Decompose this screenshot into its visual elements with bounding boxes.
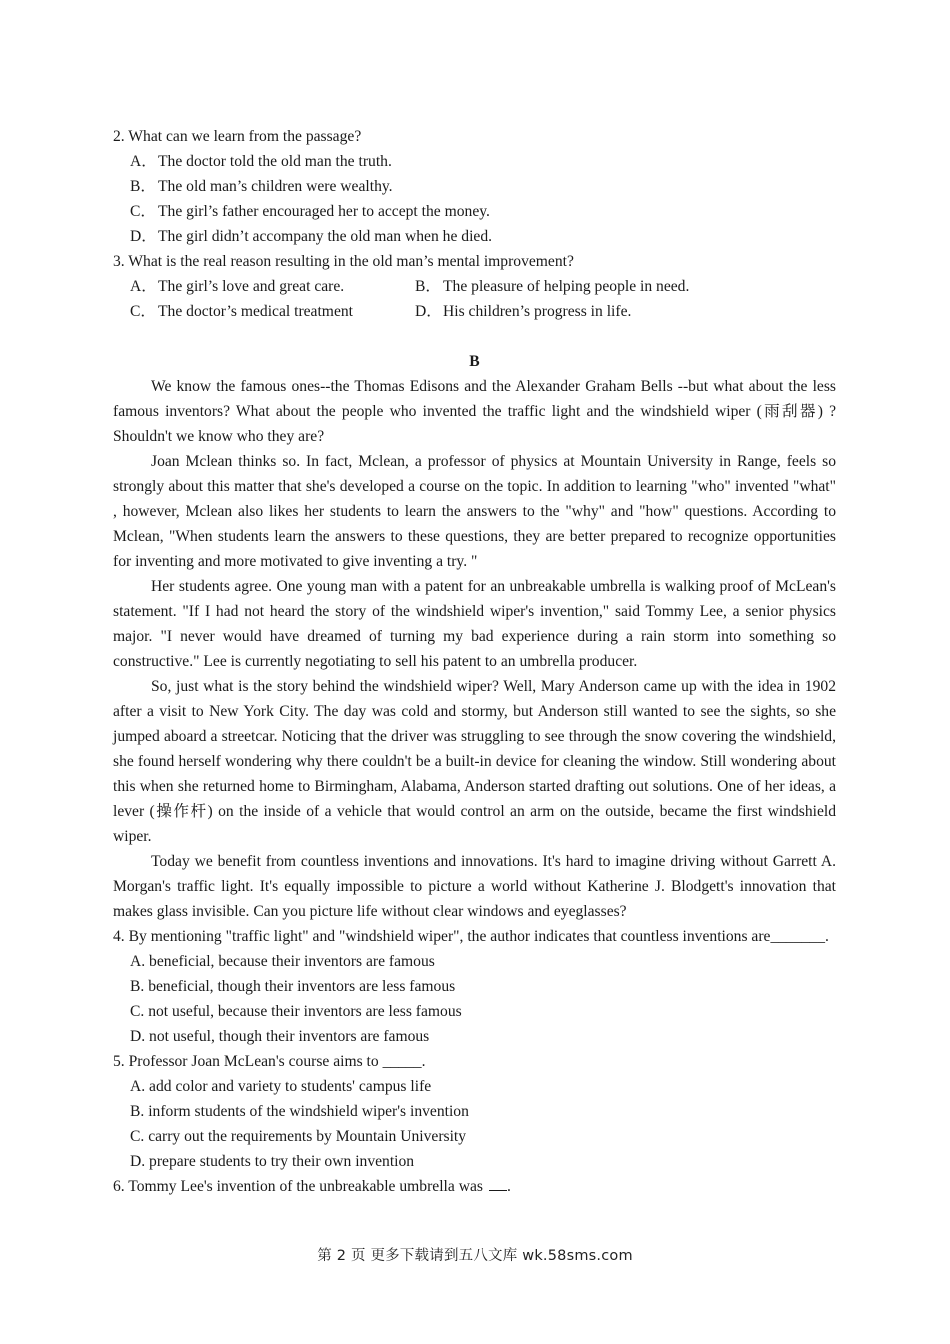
- question-6-stem: [113, 1174, 836, 1199]
- question-5-stem: 5. Professor Joan McLean's course aims to _____.: [113, 1053, 426, 1070]
- passage-paragraph-2: Joan Mclean thinks so. In fact, Mclean, a professor of physics at Mountain University in Range, feels so strongly about this matter that she's developed a course on the topic. In addition to learning "who" invented "what" , however, Mclean also likes her students to learn the answers to the "why" and "how" questions. According to Mclean, "When students learn the answers to these questions, they are better prepared to recognize opportunities for inventing and more motivated to give inventing a try. ": [113, 453, 836, 570]
- option-text: The pleasure of helping people in need.: [443, 278, 690, 295]
- question-3-option-a: [130, 274, 415, 299]
- question-5-option-c: C. carry out the requirements by Mountain University: [130, 1128, 467, 1145]
- option-text: The girl didn’t accompany the old man when he died.: [158, 228, 493, 245]
- option-text: The old man’s children were wealthy.: [158, 178, 393, 195]
- question-4-stem: 4. By mentioning "traffic light" and "windshield wiper", the author indicates that countless inventions are_______.: [113, 928, 829, 945]
- option-text: The doctor’s medical treatment: [158, 303, 353, 320]
- question-3-stem: 3. What is the real reason resulting in the old man’s mental improvement?: [113, 253, 574, 270]
- section-b-title: B: [469, 353, 480, 370]
- option-letter: C．: [130, 303, 156, 320]
- option-letter: B．: [415, 278, 441, 295]
- question-3-options-row-2: [113, 299, 836, 324]
- answer-blank: [489, 1176, 507, 1191]
- question-2: [113, 124, 836, 249]
- question-6-stem-text: 6. Tommy Lee's invention of the unbreakable umbrella was: [113, 1178, 483, 1195]
- passage-paragraph-5: Today we benefit from countless inventions and innovations. It's hard to imagine driving without Garrett A. Morgan's traffic light. It's equally impossible to picture a world without Katherine J. Blodgett's innovation that makes glass invisible. Can you picture life without clear windows and eyeglasses?: [113, 853, 836, 920]
- question-2-option-b: [113, 174, 836, 199]
- section-b-passage: [113, 374, 836, 924]
- passage-paragraph-4: So, just what is the story behind the windshield wiper? Well, Mary Anderson came up with the idea in 1902 after a visit to New York City. The day was cold and stormy, but Anderson still wanted to see the sights, so she jumped aboard a streetcar. Noticing that the driver was struggling to see through the snow covering the windshield, she found herself wondering why there couldn't be a built-in device for cleaning the window. Still wondering about this when she returned home to Birmingham, Alabama, Anderson started drafting out solutions. One of her ideas, a lever (操作杆) on the inside of a vehicle that would control an arm on the outside, became the first windshield wiper.: [113, 678, 836, 845]
- question-2-option-c: [113, 199, 836, 224]
- question-6: [113, 1174, 836, 1199]
- option-text: The girl’s father encouraged her to accept the money.: [158, 203, 490, 220]
- question-3: [113, 249, 836, 324]
- option-letter: D．: [415, 303, 442, 320]
- page-footer: 第 2 页 更多下载请到五八文库 wk.58sms.com: [317, 1248, 633, 1264]
- question-3-option-b: [415, 274, 700, 299]
- question-6-stem-end: .: [506, 1178, 511, 1195]
- document-page: [113, 124, 836, 1199]
- question-4: [113, 924, 836, 1049]
- option-letter: D．: [130, 228, 157, 245]
- question-5-option-a: A. add color and variety to students' campus life: [130, 1078, 432, 1095]
- question-4-option-d: D. not useful, though their inventors are famous: [130, 1028, 430, 1045]
- question-5-option-d: D. prepare students to try their own invention: [130, 1153, 415, 1170]
- question-2-stem: 2. What can we learn from the passage?: [113, 128, 362, 145]
- option-text: The doctor told the old man the truth.: [158, 153, 392, 170]
- question-3-options-row-1: [113, 274, 836, 299]
- question-3-option-c: [130, 299, 415, 324]
- question-2-option-d: [113, 224, 836, 249]
- question-5-option-b: B. inform students of the windshield wiper's invention: [130, 1103, 469, 1120]
- passage-paragraph-1: We know the famous ones--the Thomas Edisons and the Alexander Graham Bells --but what about the less famous inventors? What about the people who invented the traffic light and the windshield wiper (雨刮器) ? Shouldn't we know who they are?: [113, 378, 836, 445]
- question-4-option-c: C. not useful, because their inventors are less famous: [130, 1003, 462, 1020]
- option-text: The girl’s love and great care.: [158, 278, 345, 295]
- option-letter: A．: [130, 153, 157, 170]
- option-text: His children’s progress in life.: [443, 303, 632, 320]
- question-4-option-a: A. beneficial, because their inventors are famous: [130, 953, 435, 970]
- option-letter: A．: [130, 278, 157, 295]
- option-letter: B．: [130, 178, 156, 195]
- question-3-option-d: [415, 299, 700, 324]
- question-4-option-b: B. beneficial, though their inventors are less famous: [130, 978, 456, 995]
- passage-paragraph-3: Her students agree. One young man with a patent for an unbreakable umbrella is walking proof of McLean's statement. "If I had not heard the story of the windshield wiper's invention," said Tommy Lee, a senior physics major. "I never would have dreamed of turning my bad experience during a rain storm into something so constructive." Lee is currently negotiating to sell his patent to an umbrella producer.: [113, 578, 836, 670]
- question-2-option-a: [113, 149, 836, 174]
- option-letter: C．: [130, 203, 156, 220]
- question-5: [113, 1049, 836, 1174]
